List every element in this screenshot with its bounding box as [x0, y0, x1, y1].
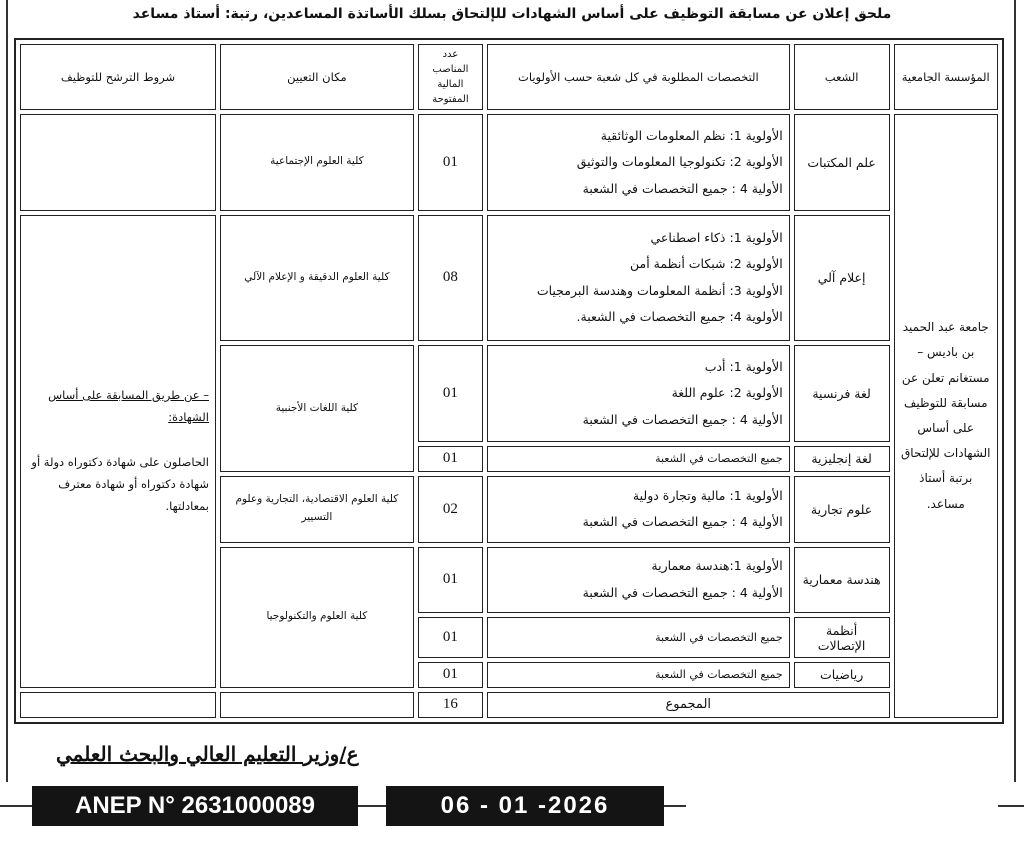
count-cell: 01: [418, 617, 483, 658]
specialties-cell: [487, 476, 790, 543]
place-cell: كلية العلوم الدقيقة و الإعلام الآلي: [220, 215, 414, 342]
priority-line: الأولية 4 : جميع التخصصات في الشعبة: [582, 411, 783, 427]
count-cell: 01: [418, 345, 483, 442]
branch-cell: لغة إنجليزية: [794, 446, 890, 472]
priority-line: الأولوية 1: نظم المعلومات الوثائقية: [600, 127, 783, 143]
specialties-cell: [487, 662, 790, 688]
footer-rule-left: [0, 805, 32, 807]
priority-line: الأولوية 2: تكنولوجيا المعلومات والتوثيق: [576, 154, 783, 170]
conditions-blank-cell: [20, 114, 216, 211]
total-row: [20, 692, 998, 718]
header-place: مكان التعيين: [220, 44, 414, 110]
specialties-cell: [487, 617, 790, 658]
branch-cell: رياضيات: [794, 662, 890, 688]
header-institution: المؤسسة الجامعية: [894, 44, 999, 110]
branch-cell: هندسة معمارية: [794, 547, 890, 614]
branch-cell: إعلام آلي: [794, 215, 890, 342]
place-cell: كلية العلوم الإجتماعية: [220, 114, 414, 211]
total-place-blank: [220, 692, 414, 718]
footer-rule-right: [664, 805, 686, 807]
table-header-row: [20, 44, 998, 110]
priority-line: جميع التخصصات في الشعبة: [655, 452, 783, 466]
priority-line: جميع التخصصات في الشعبة: [655, 631, 783, 645]
priority-line: الأولية 4 : جميع التخصصات في الشعبة: [582, 584, 783, 600]
footer-rule-far-right: [998, 805, 1024, 807]
place-cell: كلية اللغات الأجنبية: [220, 345, 414, 472]
specialties-cell: [487, 114, 790, 211]
count-cell: 02: [418, 476, 483, 543]
total-conditions-blank: [20, 692, 216, 718]
priority-line: الأولوية 1: مالية وتجارة دولية: [632, 487, 783, 503]
header-branch: الشعب: [794, 44, 890, 110]
total-value: 16: [418, 692, 483, 718]
branch-cell: أنظمة الإتصالات: [794, 617, 890, 658]
priority-line: الأولوية 4: جميع التخصصات في الشعبة.: [576, 309, 783, 325]
anep-number-badge: ANEP N° 2631000089: [32, 786, 358, 826]
header-conditions: شروط الترشح للتوظيف: [20, 44, 216, 110]
signature: ع/وزير التعليم العالي والبحث العلمي: [56, 742, 359, 766]
table-row: [20, 215, 998, 342]
table-row: [20, 114, 998, 211]
priority-line: الأولوية 1: ذكاء اصطناعي: [650, 229, 783, 245]
header-specialties: التخصصات المطلوبة في كل شعبة حسب الأولويات: [487, 44, 790, 110]
conditions-heading: – عن طريق المسابقة على أساس الشهادة:: [48, 387, 209, 424]
priority-line: الأولوية 1: أدب: [704, 358, 783, 374]
priority-line: جميع التخصصات في الشعبة: [655, 668, 783, 682]
branch-cell: علم المكتبات: [794, 114, 890, 211]
count-cell: 01: [418, 547, 483, 614]
branch-cell: لغة فرنسية: [794, 345, 890, 442]
recruitment-table: [16, 40, 1002, 722]
priority-line: الأولوية 2: علوم اللغة: [671, 385, 783, 401]
count-cell: 01: [418, 114, 483, 211]
total-label: المجموع: [487, 692, 889, 718]
specialties-cell: [487, 345, 790, 442]
count-cell: 01: [418, 662, 483, 688]
priority-line: الأولية 4 : جميع التخصصات في الشعبة: [582, 180, 783, 196]
date-badge: 06 - 01 -2026: [386, 786, 664, 826]
priority-line: الأولوية 2: شبكات أنظمة أمن: [630, 256, 783, 272]
place-cell: كلية العلوم الاقتصادية، التجارية وعلوم التسيير: [220, 476, 414, 543]
place-cell: كلية العلوم والتكنولوجيا: [220, 547, 414, 688]
priority-line: الأولية 4 : جميع التخصصات في الشعبة: [582, 514, 783, 530]
conditions-cell: [20, 215, 216, 688]
conditions-text: الحاصلون على شهادة دكتوراه دولة أو شهادة دكتوراه أو شهادة معترف بمعادلتها.: [31, 455, 209, 514]
branch-cell: علوم تجارية: [794, 476, 890, 543]
count-cell: 01: [418, 446, 483, 472]
specialties-cell: [487, 446, 790, 472]
header-count: عدد المناصب المالية المفتوحة: [418, 44, 483, 110]
specialties-cell: [487, 547, 790, 614]
priority-line: الأولوية 3: أنظمة المعلومات وهندسة البرمجيات: [536, 282, 783, 298]
priority-line: الأولوية 1:هندسة معمارية: [651, 558, 783, 574]
institution-cell: جامعة عبد الحميد بن باديس – مستغانم تعلن عن مسابقة للتوظيف على أساس الشهادات للإلتحاق برتبة أستاذ مساعد.: [894, 114, 999, 718]
count-cell: 08: [418, 215, 483, 342]
footer-rule-middle: [358, 805, 386, 807]
page-title: ملحق إعلان عن مسابقة التوظيف على أساس الشهادات للإلتحاق بسلك الأساتذة المساعدين، رتبة: أستاذ مساعد: [132, 6, 892, 22]
specialties-cell: [487, 215, 790, 342]
